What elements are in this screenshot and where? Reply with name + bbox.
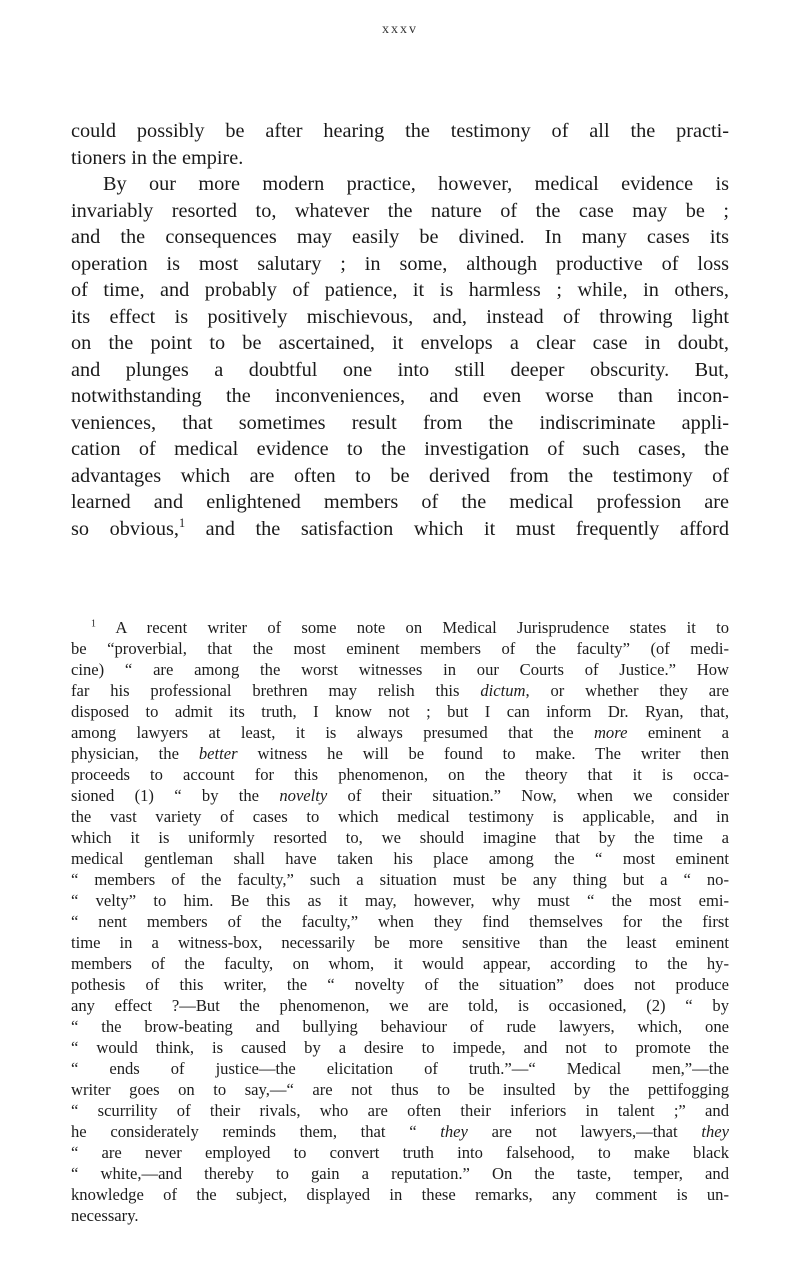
italic-word: they [701, 1122, 729, 1141]
text-line: on the point to be ascertained, it envelops a clear case in doubt, [71, 332, 729, 354]
text-line: tioners in the empire. [71, 146, 244, 169]
footnote-line: he considerately reminds them, that “ they are not lawyers,—that they [71, 1122, 729, 1141]
text-line: and plunges a doubtful one into still deeper obscurity. But, [71, 358, 729, 381]
footnote-line: “ the brow-beating and bullying behaviour of rude lawyers, which, one [71, 1017, 729, 1036]
text-line: cation of medical evidence to the investigation of such cases, the [71, 438, 729, 460]
text-line [71, 516, 729, 543]
footnote-line: cine) “ are among the worst witnesses in our Courts of Justice.” How [71, 660, 729, 679]
page-number: xxxv [382, 22, 418, 37]
text-line: By our more modern practice, however, medical evidence is [103, 173, 729, 195]
footnote-reference[interactable]: 1 [178, 515, 186, 530]
footnote-line: any effect ?—But the phenomenon, we are told, is occasioned, (2) “ by [71, 996, 729, 1015]
footnote-line: “ are never employed to convert truth into falsehood, to make black [71, 1143, 729, 1162]
italic-word: dictum [480, 681, 526, 700]
footnote-line: “ white,—and thereby to gain a reputation.” On the taste, temper, and [71, 1164, 729, 1183]
footnote-line: the vast variety of cases to which medical testimony is applicable, and in [71, 807, 729, 826]
footnote-line: among lawyers at least, it is always presumed that the more eminent a [71, 723, 729, 742]
text-line: and the consequences may easily be divined. In many cases its [71, 226, 729, 248]
footnote-line: pothesis of this writer, the “ novelty of the situation” does not produce [71, 975, 729, 994]
footnote-line: physician, the better witness he will be found to make. The writer then [71, 744, 729, 763]
text-line: veniences, that sometimes result from the indiscriminate appli- [71, 411, 729, 434]
footnote-marker: 1 [91, 618, 96, 630]
footnote-line: proceeds to account for this phenomenon, on the theory that it is occa- [71, 765, 729, 784]
italic-word: more [593, 723, 628, 742]
footnote-line: “ velty” to him. Be this as it may, however, why must “ the most emi- [71, 891, 729, 910]
text-line: of time, and probably of patience, it is harmless ; while, in others, [71, 279, 729, 301]
footnote [71, 617, 729, 1226]
footnote-line: knowledge of the subject, displayed in these remarks, any comment is un- [71, 1185, 729, 1204]
footnote-line: members of the faculty, on whom, it would appear, according to the hy- [71, 954, 729, 973]
text-fragment: so obvious, [71, 517, 179, 540]
footnote-line: “ nent members of the faculty,” when they find themselves for the first [71, 912, 729, 931]
footnote-line: be “proverbial, that the most eminent members of the faculty” (of medi- [71, 639, 729, 658]
text-line: advantages which are often to be derived from the testimony of [71, 464, 729, 487]
footnote-line: far his professional brethren may relish this dictum, or whether they are [71, 681, 729, 700]
footnote-line: time in a witness-box, necessarily be more sensitive than the least eminent [71, 933, 729, 952]
text-fragment: and the satisfaction which it must frequently afford [185, 517, 729, 540]
italic-word: they [440, 1122, 468, 1141]
text-line: operation is most salutary ; in some, although productive of loss [71, 252, 729, 275]
footnote-line: writer goes on to say,—“ are not thus to be insulted by the pettifogging [71, 1080, 729, 1099]
footnote-line: necessary. [71, 1206, 139, 1225]
text-line: learned and enlightened members of the medical profession are [71, 491, 729, 513]
footnote-line: disposed to admit its truth, I know not ; but I can inform Dr. Ryan, that, [71, 702, 729, 721]
footnote-line: “ ends of justice—the elicitation of truth.”—“ Medical men,”—the [71, 1059, 729, 1078]
footnote-line: $^1$ A recent writer of some note on Medical Jurisprudence states it to [91, 618, 729, 637]
footnote-line: medical gentleman shall have taken his place among the “ most eminent [71, 849, 729, 868]
text-line: could possibly be after hearing the testimony of all the practi- [71, 120, 729, 142]
footnote-line: “ scurrility of their rivals, who are often their inferiors in talent ;” and [71, 1101, 729, 1120]
italic-word: novelty [279, 786, 328, 805]
text-line: its effect is positively mischievous, and, instead of throwing light [71, 305, 729, 328]
text-line: notwithstanding the inconveniences, and even worse than incon- [71, 385, 729, 407]
italic-word: better [198, 744, 238, 763]
footnote-line: “ members of the faculty,” such a situation must be any thing but a “ no- [71, 870, 729, 889]
footnote-line: which it is uniformly resorted to, we should imagine that by the time a [71, 828, 729, 847]
main-text [71, 118, 729, 542]
text-line: invariably resorted to, whatever the nature of the case may be ; [71, 199, 729, 222]
footnote-line: sioned (1) “ by the novelty of their situation.” Now, when we consider [71, 786, 730, 805]
footnote-line: “ would think, is caused by a desire to impede, and not to promote the [71, 1038, 729, 1057]
